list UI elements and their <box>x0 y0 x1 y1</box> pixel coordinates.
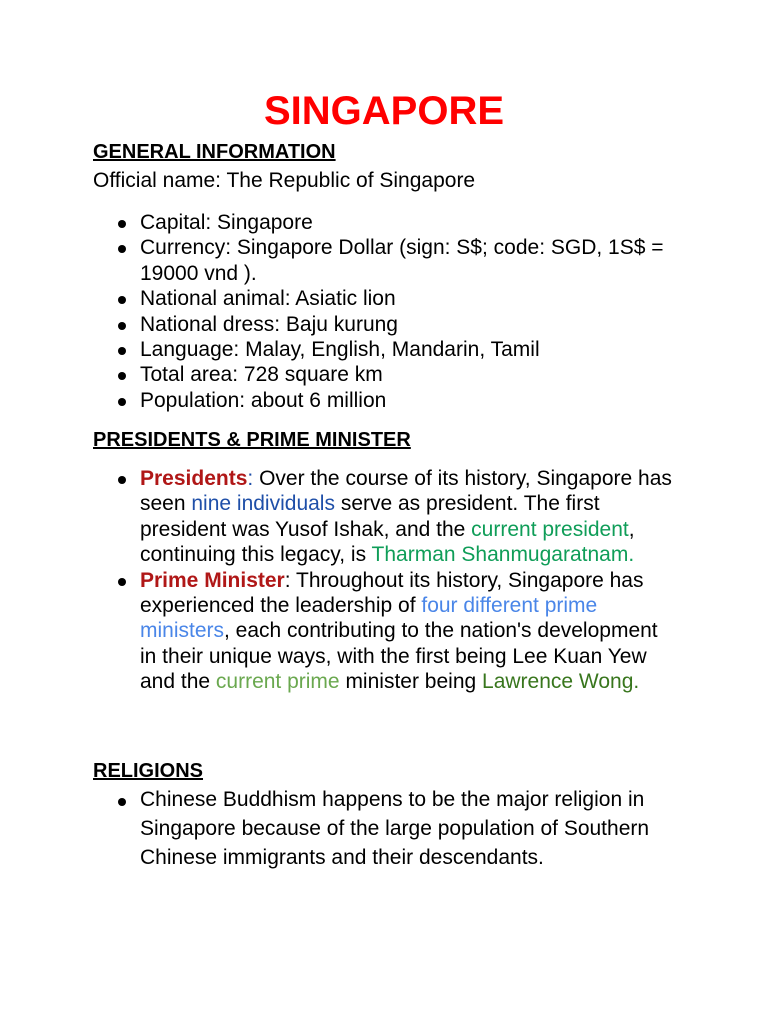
list-item: Language: Malay, English, Mandarin, Tamil <box>113 337 673 362</box>
section-heading-leaders: PRESIDENTS & PRIME MINISTER <box>93 429 411 451</box>
section-heading-general: GENERAL INFORMATION <box>93 141 336 163</box>
list-item-presidents: Presidents: Over the course of its history, Singapore has seen nine individuals serve as president. The first president was Yusof Ishak, and the current president, continuing this legacy, is Tharman Shanmugaratnam. <box>113 466 673 568</box>
highlight-current-prime: current prime <box>215 670 340 694</box>
bullet-icon <box>118 245 126 253</box>
highlight-nine-individuals: nine individuals <box>191 492 335 516</box>
list-item: National animal: Asiatic lion <box>113 286 673 311</box>
bullet-icon <box>118 347 126 355</box>
official-name: Official name: The Republic of Singapore <box>93 169 476 192</box>
prime-minister-label: Prime Minister <box>140 568 285 592</box>
highlight-four-prime-ministers: four different prime ministers <box>140 594 598 643</box>
list-item: Population: about 6 million <box>113 388 673 413</box>
list-item: Capital: Singapore <box>113 210 673 235</box>
bullet-icon <box>118 578 126 586</box>
page-title: SINGAPORE <box>263 89 505 133</box>
bullet-icon <box>118 398 126 406</box>
bullet-icon <box>118 296 126 304</box>
presidents-label: Presidents <box>140 467 248 490</box>
bullet-icon <box>118 372 126 380</box>
general-info-list <box>113 210 673 413</box>
highlight-president-name: Tharman Shanmugaratnam. <box>371 543 635 567</box>
list-item: National dress: Baju kurung <box>113 312 673 337</box>
religions-list <box>113 786 673 872</box>
list-item: Chinese Buddhism happens to be the major religion in Singapore because of the large population of Southern Chinese immigrants and their descendants. <box>113 786 673 872</box>
bullet-icon <box>118 798 126 806</box>
bullet-icon <box>118 476 126 484</box>
highlight-prime-minister-name: Lawrence Wong <box>482 670 634 694</box>
bullet-icon <box>118 322 126 330</box>
section-heading-religions: RELIGIONS <box>93 760 204 782</box>
bullet-icon <box>118 220 126 228</box>
list-item: Currency: Singapore Dollar (sign: S$; code: SGD, 1S$ = 19000 vnd ). <box>113 235 673 286</box>
highlight-current-president: current president <box>471 517 629 541</box>
list-item-prime-minister: Prime Minister: Throughout its history, Singapore has experienced the leadership of four different prime ministers, each contributing to the nation's development in their unique ways, with the first being Lee Kuan Yew and the current prime minister being Lawrence Wong. <box>113 568 673 695</box>
list-item: Total area: 728 square km <box>113 362 673 387</box>
leaders-list <box>113 466 673 695</box>
